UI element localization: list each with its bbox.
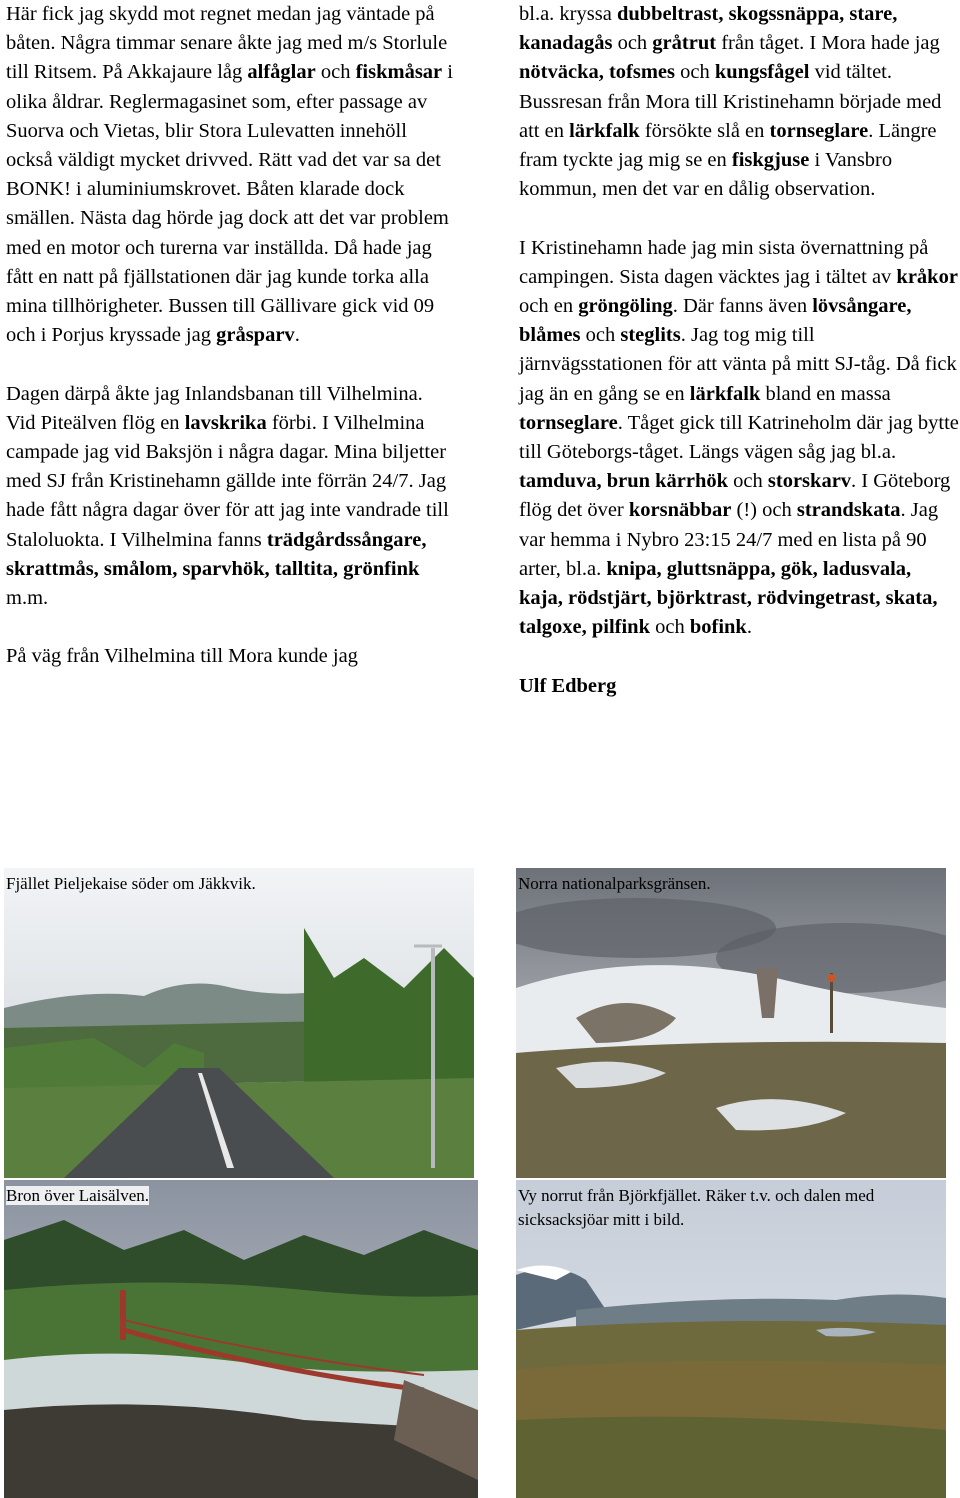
- text-run: och: [315, 61, 356, 84]
- text-run: m.m.: [6, 587, 49, 610]
- text-run: . Jag tog mig till järnvägsstationen för att vänta på mitt SJ-tåg. Då fick jag än en gång se en: [519, 324, 957, 405]
- text-run: . Tåget gick till Katrineholm där jag bytte till Göteborgs-tåget. Längs vägen såg jag bl.a.: [519, 411, 959, 464]
- text-run: . Längre fram tyckte jag mig se en: [519, 119, 937, 172]
- species-name: nötväcka, tofsmes: [519, 61, 676, 84]
- paragraph-boat-trip: [6, 0, 454, 350]
- photo-road-pieljekaise: [4, 868, 474, 1178]
- species-name: fiskgjuse: [731, 149, 810, 172]
- photo-bridge-laisalven: [4, 1180, 478, 1498]
- text-run: bl.a. kryssa: [519, 3, 617, 25]
- species-name: fiskmåsar: [355, 61, 443, 84]
- species-name: lärkfalk: [569, 119, 640, 142]
- species-name: korsnäbbar: [628, 499, 732, 522]
- photo-caption: Fjället Pieljekaise söder om Jäkkvik.: [6, 874, 256, 893]
- text-run: och en: [519, 295, 579, 318]
- text-run: På väg från Vilhelmina till Mora kunde jag: [6, 645, 358, 668]
- text-run: Dagen därpå åkte jag Inlandsbanan till Vilhelmina. Vid Piteälven flög en: [6, 382, 423, 434]
- text-run: i Vansbro kommun, men det var en dålig observation.: [519, 149, 893, 201]
- species-name: tornseglare: [769, 119, 869, 142]
- photo-caption: Bron över Laisälven.: [6, 1186, 150, 1205]
- species-name: kråkor: [896, 265, 958, 288]
- right-text-column: [519, 0, 959, 701]
- species-name: lärkfalk: [689, 382, 761, 405]
- text-run: .: [294, 324, 300, 347]
- mountain-scene-image: [516, 868, 946, 1178]
- species-name: knipa, gluttsnäppa, gök, ladusvala, kaja, rödstjärt, björktrast, rödvingetrast, skata, talgoxe, pilfink: [519, 557, 938, 639]
- text-run: från tåget. I Mora hade jag: [716, 32, 940, 55]
- text-run: och: [612, 32, 653, 55]
- paragraph-to-mora: [6, 642, 454, 671]
- species-name: bofink: [689, 616, 747, 639]
- text-run: I Kristinehamn hade jag min sista övernattning på campingen. Sista dagen väcktes jag i tältet av: [519, 236, 929, 288]
- species-name: tamduva, brun kärrhök: [519, 470, 729, 493]
- text-run: vid tältet. Bussresan från Mora till Kristinehamn började med att en: [519, 61, 942, 142]
- species-name: gråtrut: [652, 32, 717, 55]
- photo-valley-bjorkfjallet: [516, 1180, 946, 1498]
- text-run: och: [580, 324, 621, 347]
- photo-caption: Norra nationalparksgränsen.: [518, 874, 711, 893]
- text-run: i olika åldrar. Reglermagasinet som, efter passage av Suorva och Vietas, blir Stora Lulevatten innehöll också väldigt mycket drivved. Rätt vad det var sa det BONK! i aluminiumskrovet. Båten klarade dock smällen. Nästa dag hörde jag dock att det var problem med en motor och turerna var inställda. Då hade jag fått en natt på fjällstationen där jag kunde torka alla mina tillhörigheter. Bussen till Gällivare gick vid 09 och i Porjus kryssade jag: [6, 61, 453, 347]
- species-name: tornseglare: [519, 411, 618, 434]
- text-run: försökte slå en: [639, 119, 770, 142]
- text-run: . Där fanns även: [672, 295, 813, 318]
- species-name: lavskrika: [184, 411, 267, 434]
- text-run: Här fick jag skydd mot regnet medan jag väntade på båten. Några timmar senare åkte jag med m/s Storlule till Ritsem. På Akkajaure låg: [6, 3, 448, 84]
- text-run: och: [675, 61, 715, 84]
- left-text-column: [6, 0, 454, 672]
- species-name: storskarv: [767, 470, 852, 493]
- text-run: och: [650, 616, 690, 639]
- paragraph-vilhelmina: [6, 380, 454, 614]
- signature: Ulf Edberg: [519, 674, 617, 697]
- text-run: bland en massa: [760, 382, 891, 405]
- species-name: dubbeltrast, skogssnäppa, stare, kanadagås: [519, 3, 898, 55]
- paragraph-mora-bus: [519, 0, 959, 204]
- photo-caption: Vy norrut från Björkfjället. Räker t.v. och dalen med sicksacksjöar mitt i bild.: [518, 1186, 875, 1229]
- species-name: gråsparv: [216, 324, 295, 347]
- text-run: förbi. I Vilhelmina campade jag vid Baksjön i några dagar. Mina biljetter med SJ från Kristinehamn gällde inte förrän 24/7. Jag hade fått några dagar över för att jag inte vandrade till Staloluokta. I Vilhelmina fanns: [6, 411, 449, 551]
- text-run: och: [728, 470, 768, 493]
- text-run: . I Göteborg flög det över: [519, 470, 951, 522]
- species-name: trädgårdssångare, skrattmås, smålom, sparvhök, talltita, grönfink: [6, 528, 427, 580]
- text-run: .: [746, 616, 752, 639]
- species-name: steglits: [620, 324, 681, 347]
- species-name: lövsångare, blåmes: [519, 295, 912, 347]
- species-name: strandskata: [796, 499, 901, 522]
- species-name: alfåglar: [247, 61, 316, 84]
- road-scene-image: [4, 868, 474, 1178]
- bridge-scene-image: [4, 1180, 478, 1498]
- species-name: kungsfågel: [714, 61, 810, 84]
- text-run: (!) och: [731, 499, 797, 522]
- paragraph-kristinehamn: [519, 234, 959, 643]
- photo-national-park-border: [516, 868, 946, 1178]
- species-name: gröngöling: [578, 295, 673, 318]
- text-run: . Jag var hemma i Nybro 23:15 24/7 med en lista på 90 arter, bl.a.: [519, 499, 939, 580]
